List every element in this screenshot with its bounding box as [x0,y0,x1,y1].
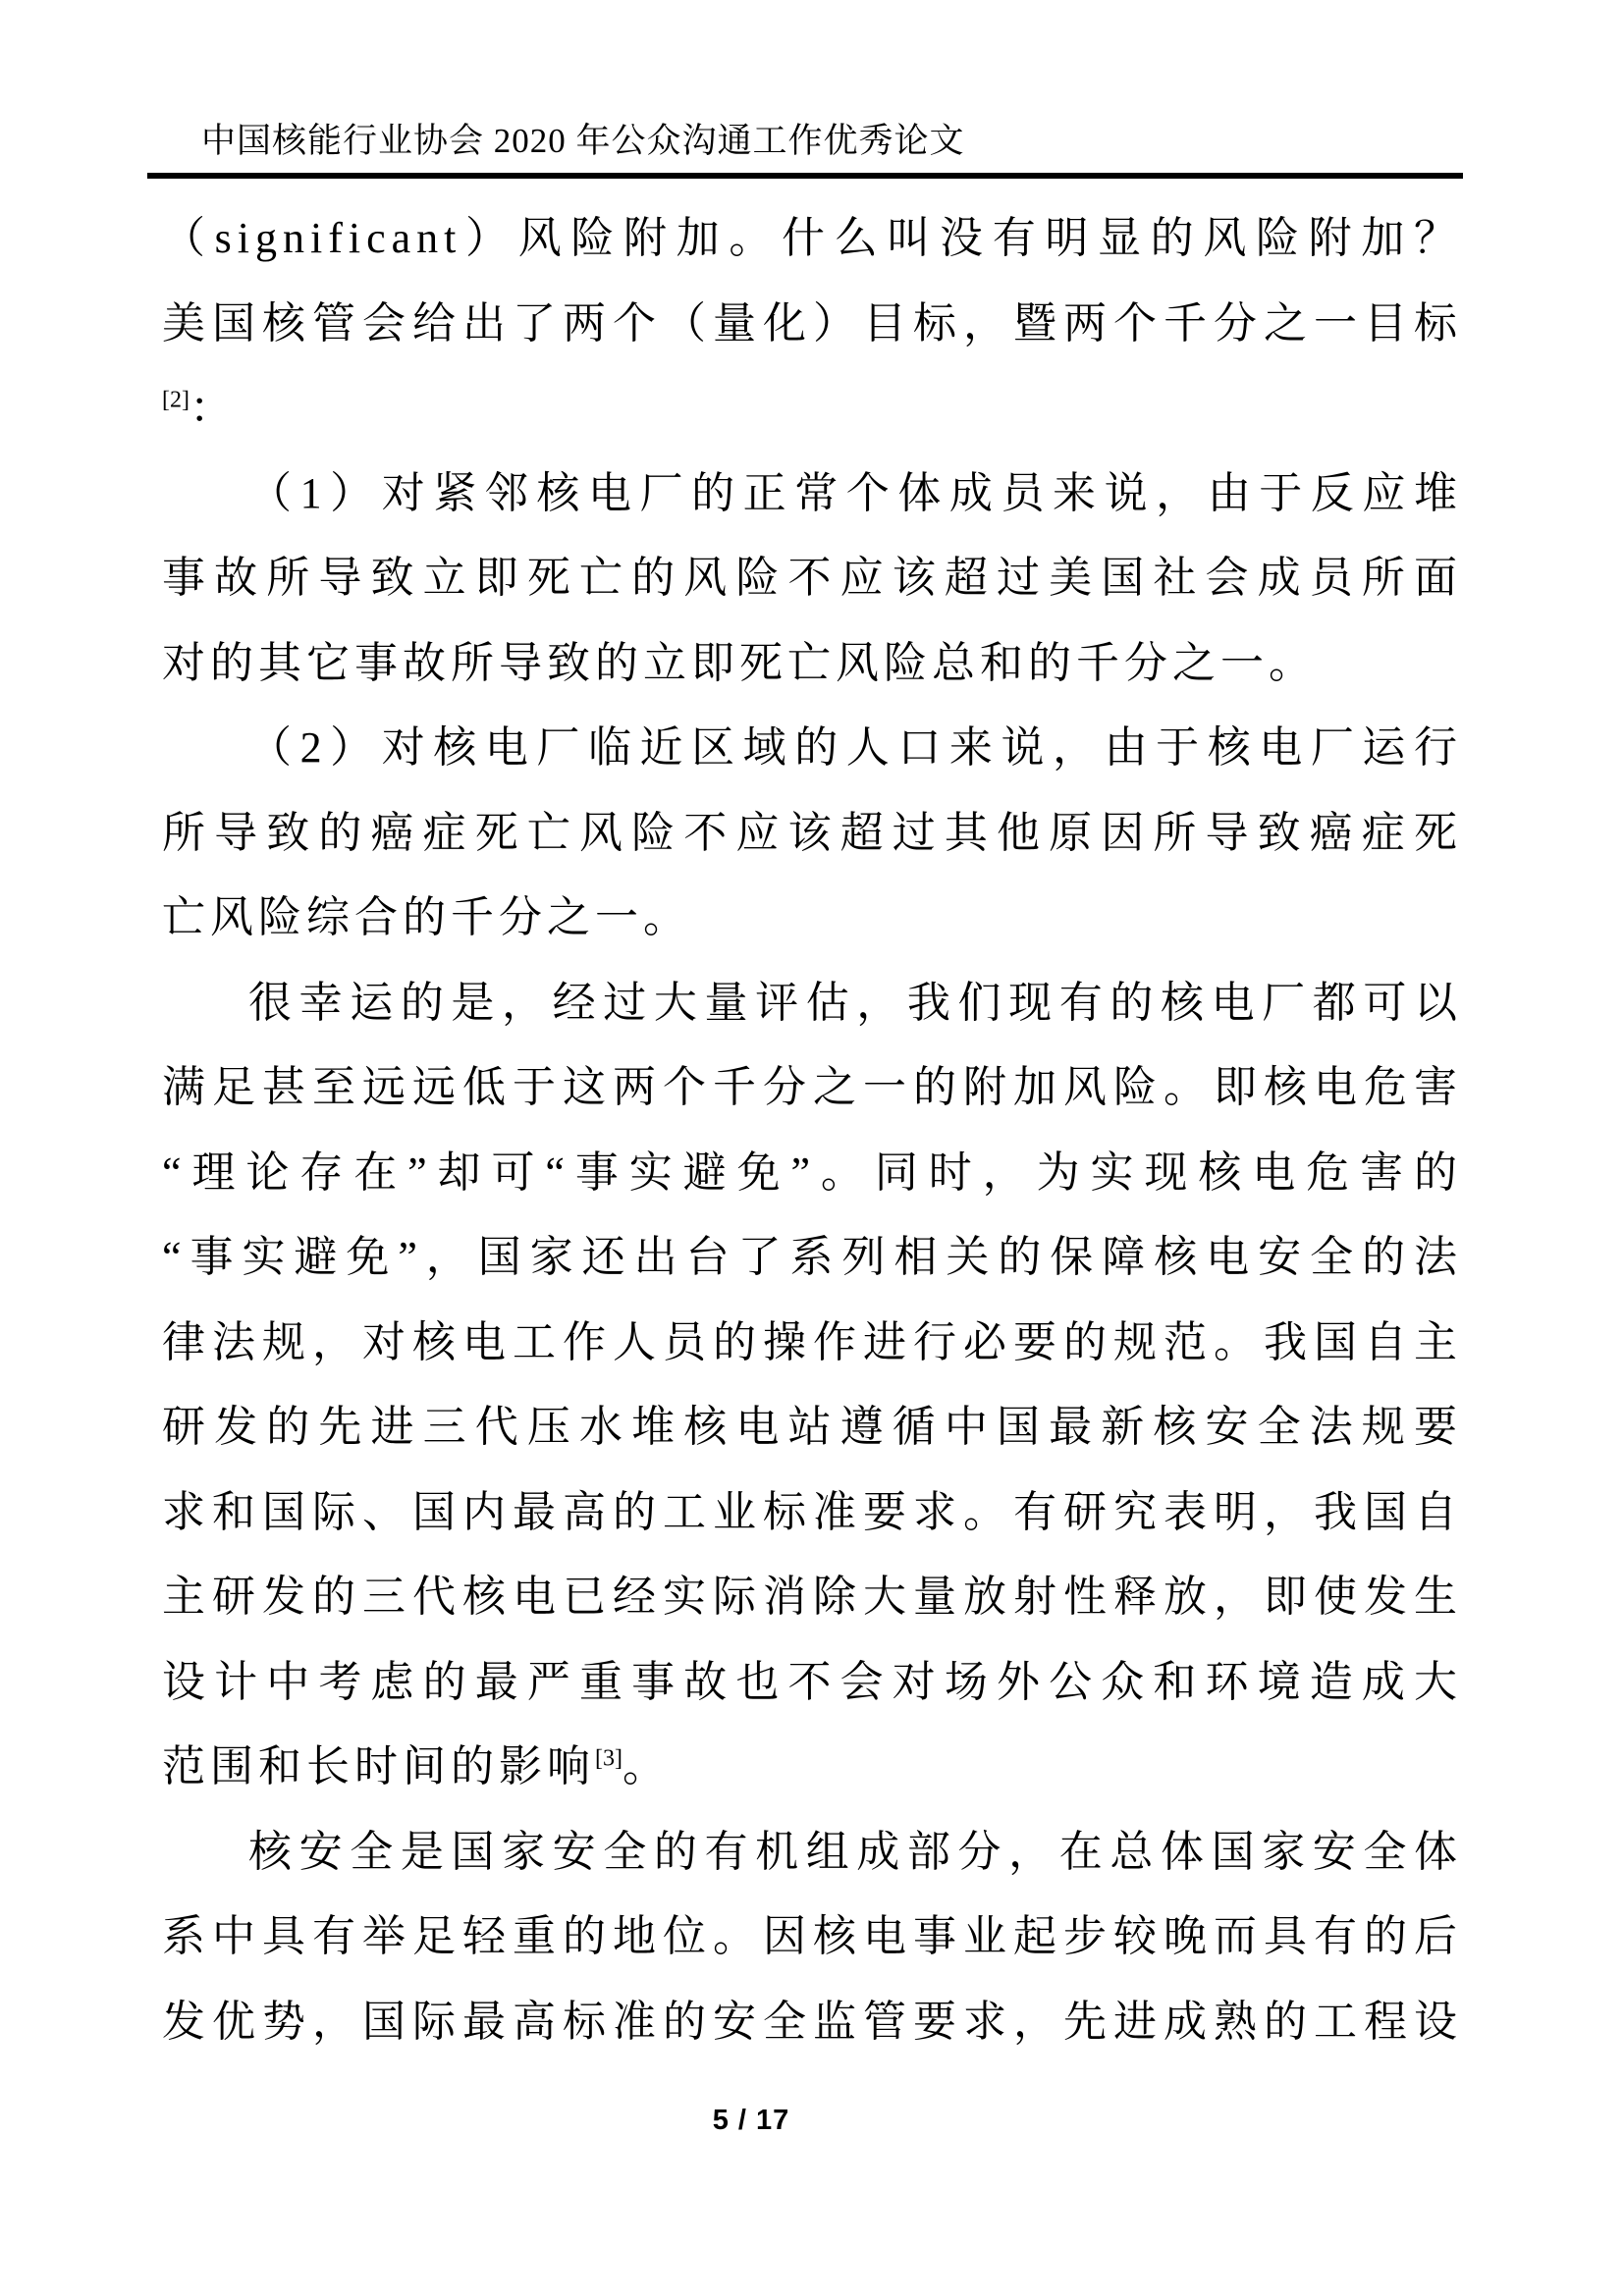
body-line [162,1980,1463,2065]
page-header [147,114,1463,179]
body-text: 对的其它事故所导致的立即死亡风险总和的千分之一。 [162,638,1317,687]
body-line [162,706,1463,791]
body-text: ： [189,384,238,432]
body-text: （1）对紧邻核电厂的正常个体成员来说，由于反应堆 [248,468,1463,517]
body-line [162,621,1463,707]
body-line [162,366,1463,452]
footnote-reference: [3] [595,1745,623,1772]
body-text: 求和国际、国内最高的工业标准要求。有研究表明，我国自 [162,1487,1463,1536]
body-text: 事故所导致立即死亡的风险不应该超过美国社会成员所面 [162,554,1463,602]
body-text: 主研发的三代核电已经实际消除大量放射性释放，即使发生 [162,1573,1463,1621]
body-line [162,1131,1463,1216]
body-text: （significant）风险附加。什么叫没有明显的风险附加？ [162,214,1463,262]
header-title: 中国核能行业协会 2020 年公众沟通工作优秀论文 [201,122,965,160]
body-text: 系中具有举足轻重的地位。因核电事业起步较晚而具有的后 [162,1912,1463,1960]
body-line [162,282,1463,367]
body-text: 范围和长时间的影响 [162,1742,595,1790]
body-line [162,876,1463,961]
body-text: “事实避免”，国家还出台了系列相关的保障核电安全的法 [162,1233,1463,1281]
body-line [162,1215,1463,1301]
body-text: 满足甚至远远低于这两个千分之一的附加风险。即核电危害 [162,1063,1463,1111]
footnote-reference: [2] [162,387,189,413]
body-text: 设计中考虑的最严重事故也不会对场外公众和环境造成大 [162,1657,1463,1706]
body-line [162,1045,1463,1131]
body-text: （2）对核电厂临近区域的人口来说，由于核电厂运行 [248,723,1463,772]
body-line [162,1640,1463,1726]
body-line [162,1895,1463,1980]
page-number: 5 / 17 [712,2105,790,2136]
body-line [162,961,1463,1046]
body-text: 美国核管会给出了两个（量化）目标，暨两个千分之一目标 [162,298,1463,347]
body-text: “理论存在”却可“事实避免”。同时，为实现核电危害的 [162,1148,1463,1197]
body-line [162,1810,1463,1896]
body-text: 亡风险综合的千分之一。 [162,893,691,941]
body-line [162,452,1463,537]
body-line [162,1385,1463,1470]
body-line [162,1725,1463,1810]
body-text: 所导致的癌症死亡风险不应该超过其他原因所导致癌症死 [162,808,1463,857]
body-text: 核安全是国家安全的有机组成部分，在总体国家安全体 [248,1827,1463,1876]
body-text: 研发的先进三代压水堆核电站遵循中国最新核安全法规要 [162,1403,1463,1451]
body-line [162,536,1463,621]
body-text: 。 [622,1742,671,1790]
body-text: 发优势，国际最高标准的安全监管要求，先进成熟的工程设 [162,1997,1463,2046]
body-line [162,1470,1463,1556]
body-text: 律法规，对核电工作人员的操作进行必要的规范。我国自主 [162,1317,1463,1366]
body-line [162,1555,1463,1640]
body-text: 很幸运的是，经过大量评估，我们现有的核电厂都可以 [248,978,1463,1027]
body-line [162,1301,1463,1386]
document-body [162,196,1463,2064]
body-line [162,196,1463,282]
body-line [162,791,1463,877]
